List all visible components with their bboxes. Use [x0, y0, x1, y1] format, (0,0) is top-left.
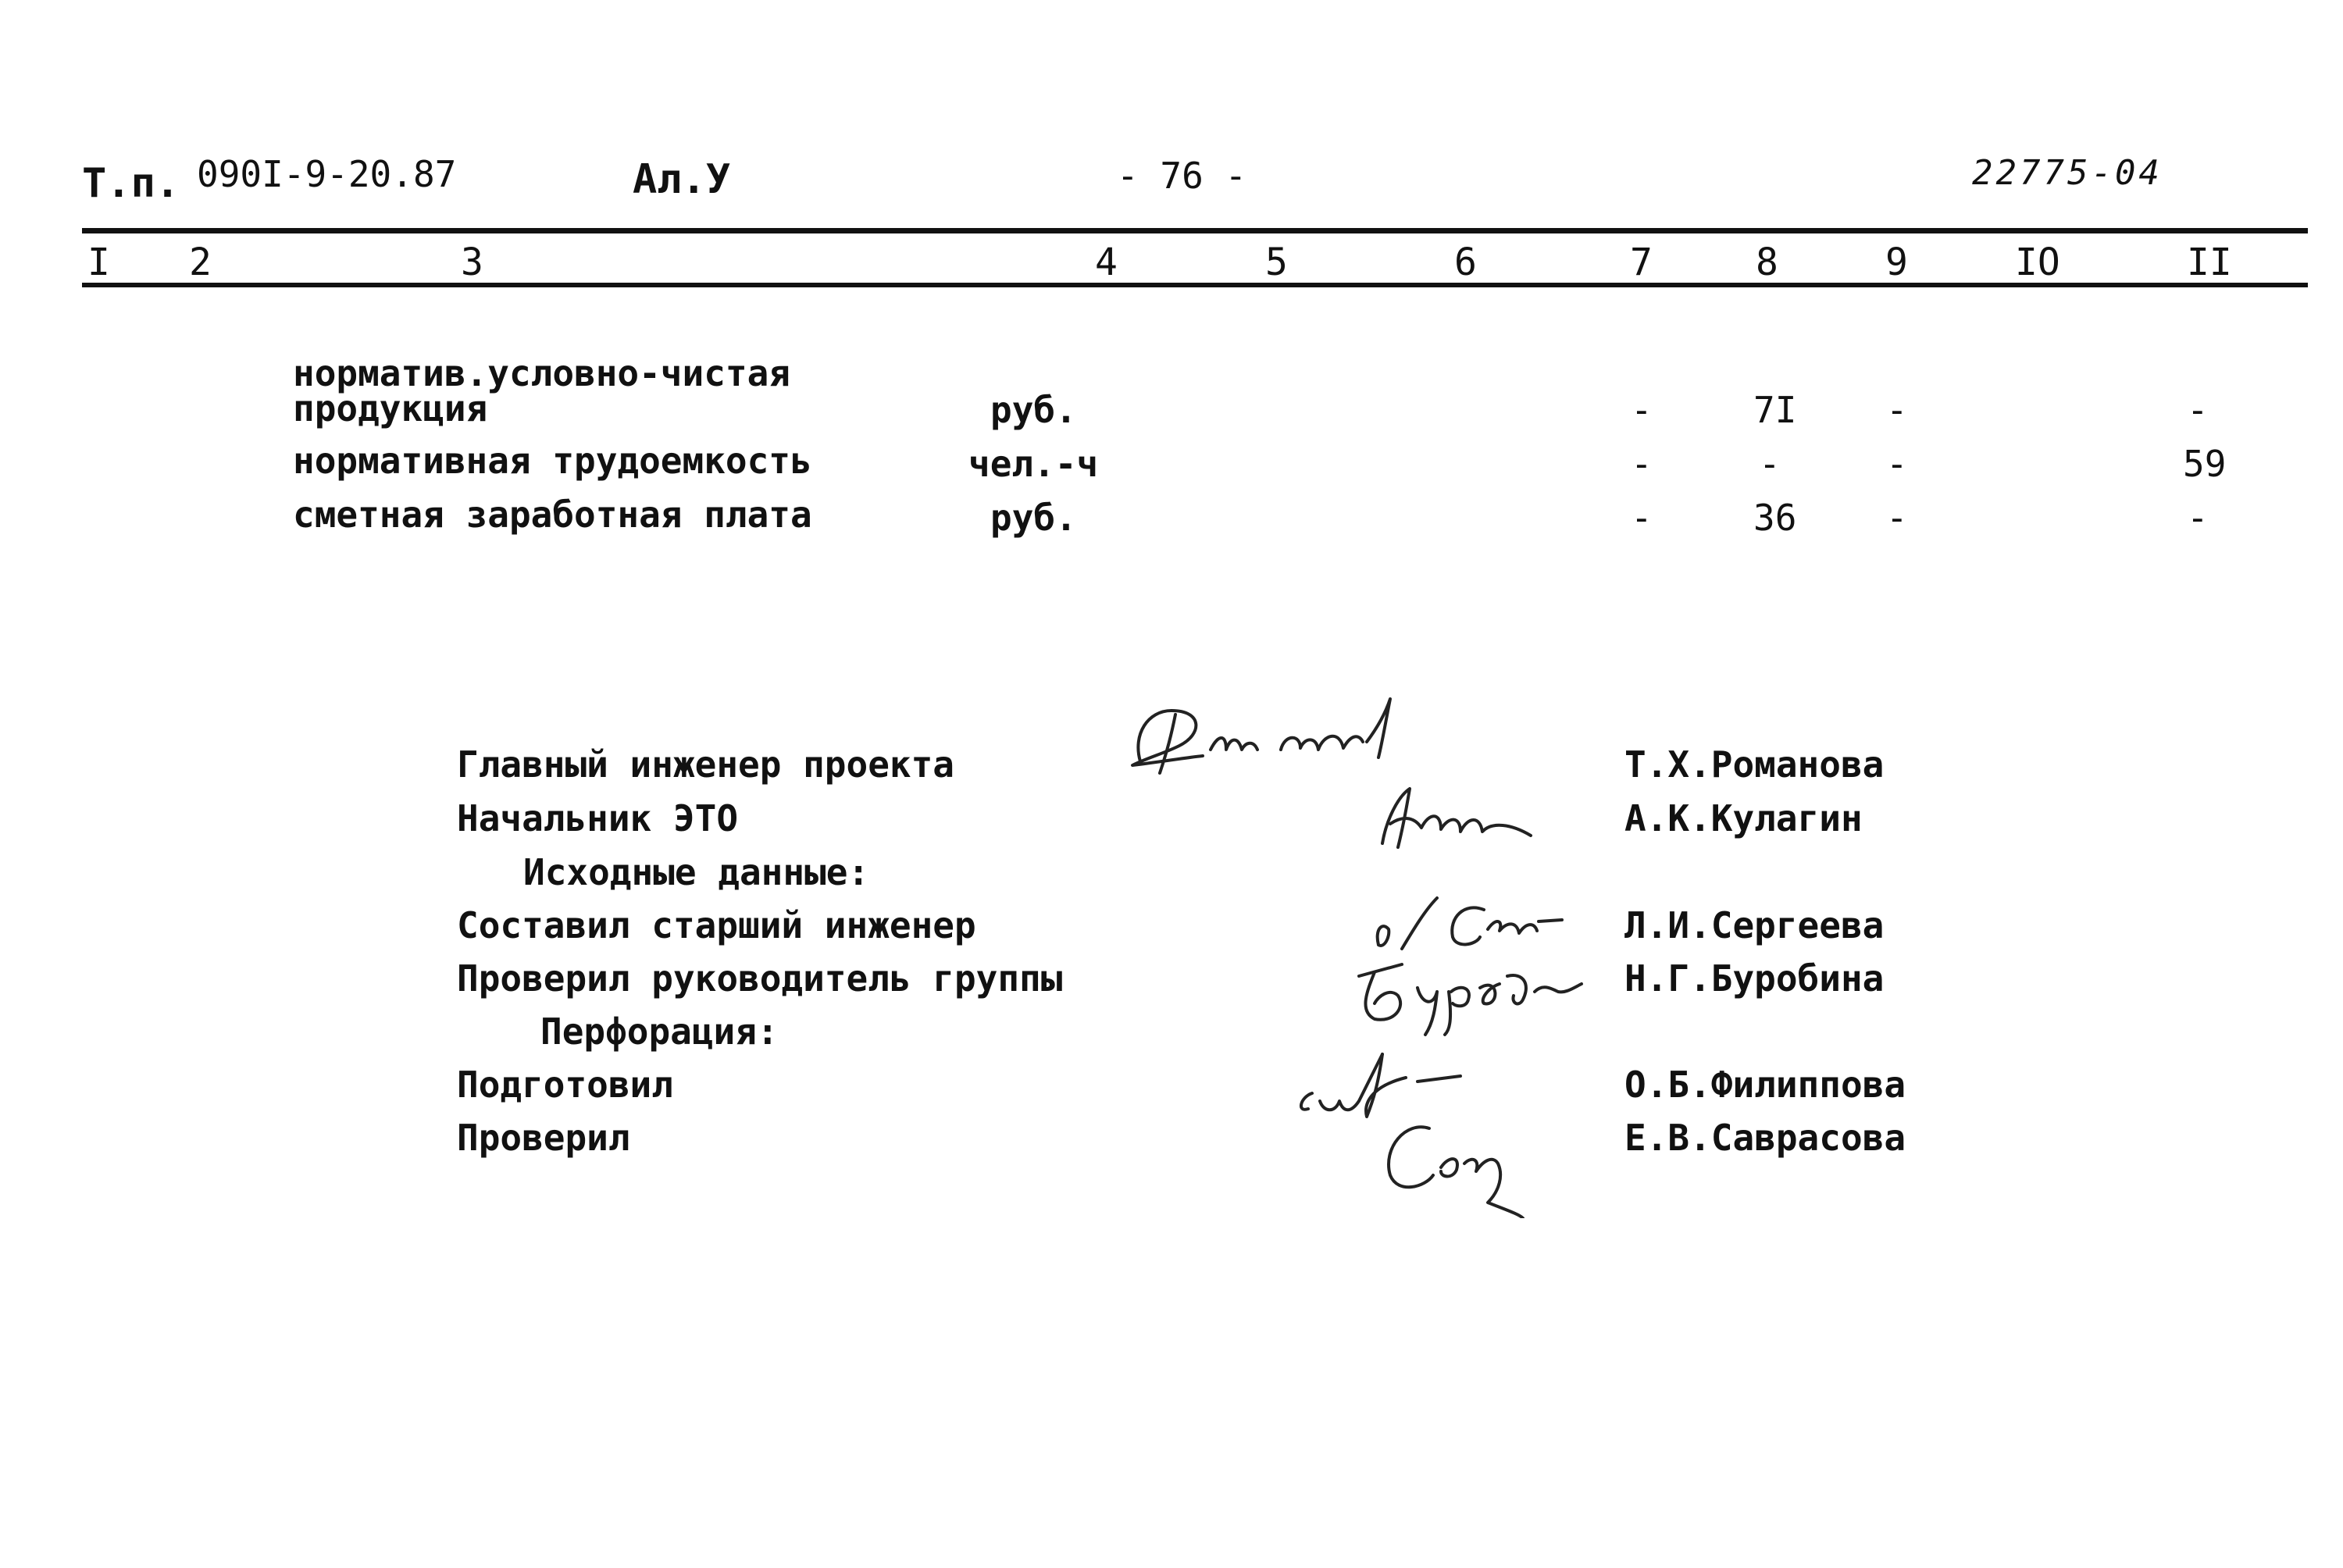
checked-name: Е.В.Саврасова: [1624, 1117, 1906, 1159]
signature-filippova-savrasova: [1289, 1039, 1539, 1218]
cell-col8: 36: [1753, 497, 1797, 539]
cell-col8: 7I: [1753, 389, 1797, 431]
chief-engineer-name: Т.Х.Романова: [1624, 743, 1885, 786]
column-number: 3: [461, 241, 483, 284]
column-number: 6: [1454, 241, 1477, 284]
checked-lead-name: Н.Г.Буробина: [1624, 957, 1885, 1000]
cell-col7: -: [1631, 389, 1653, 431]
document-number: 22775-04: [1972, 153, 2163, 193]
page-number: - 76 -: [1117, 155, 1247, 197]
row-label: сметная заработная плата: [293, 494, 812, 536]
row-unit: руб.: [990, 389, 1077, 431]
column-number: IO: [2015, 241, 2060, 284]
column-number: 9: [1885, 241, 1908, 284]
row-label-line2: продукция: [293, 387, 488, 429]
cell-col11: -: [2187, 497, 2209, 539]
prepared-name: О.Б.Филиппова: [1624, 1064, 1906, 1106]
signature-burobina: [1343, 945, 1593, 1039]
row-unit: чел.-ч: [968, 443, 1099, 485]
column-number: 4: [1095, 241, 1118, 284]
column-number: 8: [1756, 241, 1778, 284]
column-number: 2: [189, 241, 212, 284]
column-number: II: [2187, 241, 2232, 284]
head-eto-name: А.К.Кулагин: [1624, 797, 1863, 839]
cell-col9: -: [1886, 443, 1908, 485]
header-label: Т.п.: [82, 160, 180, 207]
row-label-line1: норматив.условно-чистая: [293, 352, 790, 394]
cell-col8: -: [1759, 443, 1781, 485]
chief-engineer-role: Главный инженер проекта: [457, 743, 954, 786]
cell-col7: -: [1631, 443, 1653, 485]
prepared-role: Подготовил: [457, 1064, 673, 1106]
row-label: нормативная трудоемкость: [293, 440, 812, 482]
row-unit: руб.: [990, 497, 1077, 539]
head-eto-role: Начальник ЭТО: [457, 797, 739, 839]
column-number: 7: [1630, 241, 1653, 284]
checked-lead-role: Проверил руководитель группы: [457, 957, 1063, 1000]
project-code: 090I-9-20.87: [197, 153, 457, 195]
column-number: 5: [1265, 241, 1288, 284]
signature-kulagin: [1367, 773, 1539, 859]
perforation-heading: Перфорация:: [540, 1010, 779, 1053]
column-number: I: [87, 241, 110, 284]
header-rule-bottom: [82, 283, 2308, 287]
cell-col11: -: [2187, 389, 2209, 431]
cell-col9: -: [1886, 497, 1908, 539]
source-data-heading: Исходные данные:: [523, 851, 870, 893]
compiled-name: Л.И.Сергеева: [1624, 904, 1885, 946]
cell-col11: 59: [2183, 443, 2227, 485]
header-rule-top: [82, 228, 2308, 233]
checked-role: Проверил: [457, 1117, 630, 1159]
compiled-role: Составил старший инженер: [457, 904, 976, 946]
cell-col7: -: [1631, 497, 1653, 539]
cell-col9: -: [1886, 389, 1908, 431]
album-label: Ал.У: [633, 156, 731, 203]
